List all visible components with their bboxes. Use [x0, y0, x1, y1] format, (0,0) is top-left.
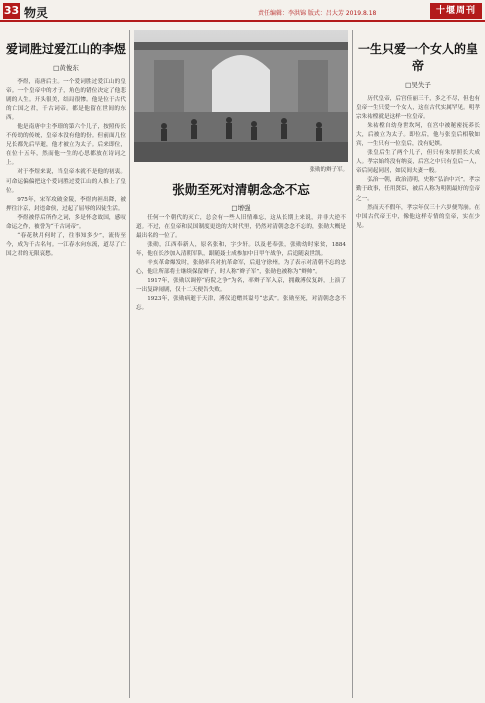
paragraph: 对于李煜来说，当皇帝本就不是他的初衷。可命运偏偏把这个爱词胜过爱江山的人推上了皇位。 — [6, 169, 126, 194]
paragraph: 1917年，张勋以调停“府院之争”为名，率辫子军入京，拥戴溥仪复辟，上演了一出复辟闹剧，仅十二天便告失败。 — [136, 278, 346, 294]
section-title: 物灵 — [24, 6, 49, 20]
column-divider — [352, 30, 353, 698]
paragraph: 李煜，南唐后主。一个爱词胜过爱江山的皇帝。一个皇帝中的才子，角色的错位决定了他悲剧的人生。开头很美，结局很惨。他是位于古代的亡国之君，千古词帝。都是他留在世间的东西。 — [6, 79, 126, 122]
right-article — [356, 30, 480, 698]
article-title: 一生只爱一个女人的皇帝 — [357, 42, 478, 73]
page-header — [0, 0, 485, 22]
photo-caption: 张勋的辫子军。 — [309, 167, 348, 173]
paragraph: “春花秋月何时了，往事知多少”，流传至今，成为千古名句。一江春水向东流，道尽了亡国之君的无限哀愁。 — [6, 232, 126, 257]
paragraph: 历代皇帝，后宫佳丽三千，多之不尽，但也有皇帝一生只爱一个女人，这在古代实属罕见。明孝宗朱祐樘就是这样一位皇帝。 — [356, 96, 480, 121]
article-body — [356, 95, 480, 231]
article-title: 张勋至死对清朝念念不忘 — [172, 182, 310, 197]
brand-logo: 十堰周刊 — [430, 3, 482, 19]
paragraph: 975年，宋军攻破金陵，李煜肉袒出降，被押往汴京，封违命侯，过起了屈辱的囚徒生活。 — [6, 196, 126, 212]
paragraph: 辛亥革命爆发时，张勋率兵对抗革命军，后退守徐州。为了表示对清朝不忘的忠心，他让所部将士继续保留辫子，时人称“辫子军”，张勋也被称为“辫帅”。 — [136, 260, 346, 276]
left-article — [6, 30, 126, 698]
paragraph: 张皇后生了两个儿子，但只有朱厚照长大成人。孝宗始终没有纳妾，后宫之中只有皇后一人，帝后同起同居，如民间夫妻一般。 — [356, 150, 480, 175]
paragraph: 朱祐樘自幼身世坎坷，在宫中被秘密抚养长大，后被立为太子。即位后，他与张皇后相敬如宾，一生只有一位皇后，没有妃嫔。 — [356, 123, 480, 148]
paragraph: 张勋，江西奉新人，原名张和，字少轩。以及老奉张，张勋幼时家贫，1884年，他在长沙加入清朝军队，跟随聂士成参加中日甲午战争，后追随袁世凯。 — [136, 242, 346, 258]
paragraph: 他是南唐中主李璟的第六个儿子，按照传长不传幼的传统，皇帝本没有他的份。但前面几位兄长都先后早逝，他才被立为太子。后来即位，在位十五年，然而他一生的心思都放在诗词之上。 — [6, 124, 126, 167]
page-number: 33 — [3, 4, 20, 17]
article-author: □黄俊东 — [53, 64, 79, 72]
article-author: □吴失子 — [405, 81, 431, 89]
editor-meta: 责任编辑：李洪锦 版式：吕大芳 2019.8.18 — [258, 10, 377, 17]
column-divider — [129, 30, 130, 698]
paragraph: 弘治一朝，政治清明，史称“弘治中兴”。孝宗勤于政事，任用贤臣，被后人称为明朝最好的皇帝之一。 — [356, 177, 480, 202]
article-body — [6, 78, 126, 259]
article-body — [136, 214, 346, 698]
paragraph: 李煜被俘后所作之词，多是怀念故国，感叹命运之作，被誉为“千古词帝”。 — [6, 214, 126, 230]
article-author: □增强 — [231, 204, 251, 212]
historical-photo — [134, 30, 348, 162]
paragraph: 1923年，张勋病逝于天津，溥仪追赠其谥号“忠武”。张勋至死，对清朝念念不忘。 — [136, 296, 346, 312]
paragraph: 然而天不假年，孝宗年仅三十六岁便驾崩。在中国古代帝王中，像他这样专情的皇帝，实在少见。 — [356, 204, 480, 229]
paragraph: 任何一个朝代的灭亡，总会有一些人旧情难忘，这从长期上来说，并非大逆不道。不过，在皇帝和民国制度更迭的大时代里，仍然对清朝念念不忘的，张勋大概是最出名的一位了。 — [136, 215, 346, 240]
article-title: 爱词胜过爱江山的李煜 — [6, 42, 126, 56]
